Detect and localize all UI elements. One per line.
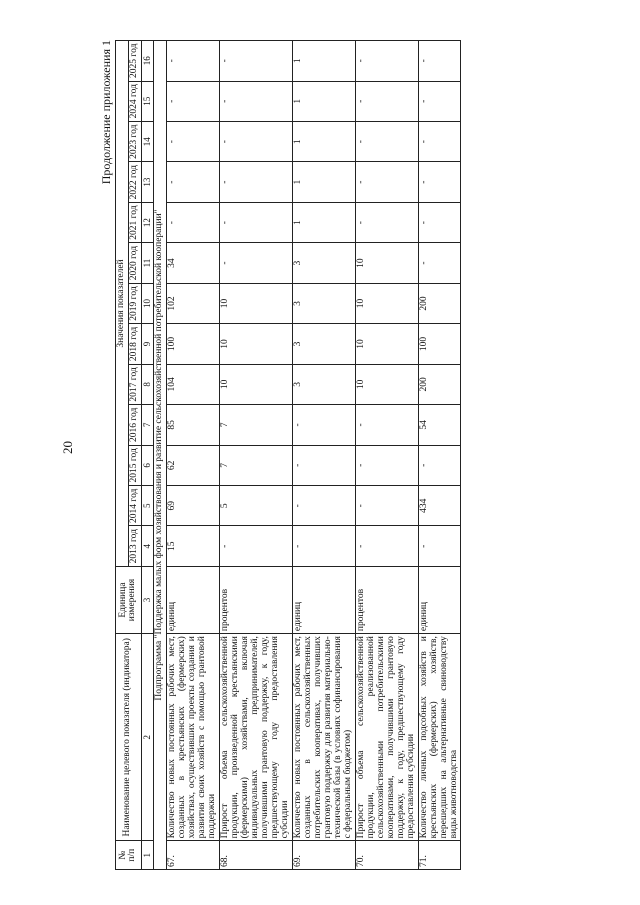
column-number: 4 xyxy=(141,526,153,566)
header-values-group: Значения показателей xyxy=(116,41,129,567)
indicator-name: Прирост объема сельскохозяйственной продукции, реализованной сельскохозяйственными потребительскими кооперативами, получившими грантовую поддержку, к году, предшествующему году предоставления субсидии xyxy=(355,634,418,841)
value-cell: - xyxy=(418,445,461,485)
value-cell: - xyxy=(167,81,220,121)
value-cell: 100 xyxy=(418,324,461,364)
column-number: 13 xyxy=(141,162,153,202)
value-cell: 1 xyxy=(292,81,355,121)
value-cell: - xyxy=(355,121,418,161)
table-row xyxy=(220,41,293,870)
value-cell: 104 xyxy=(167,364,220,404)
value-cell: - xyxy=(220,121,293,161)
header-year: 2020 год xyxy=(128,243,141,283)
value-cell: - xyxy=(167,41,220,82)
column-number: 8 xyxy=(141,364,153,404)
value-cell: - xyxy=(292,486,355,526)
column-number: 14 xyxy=(141,121,153,161)
column-number: 6 xyxy=(141,445,153,485)
value-cell: 10 xyxy=(220,364,293,404)
row-number: 70. xyxy=(355,841,418,870)
table-row xyxy=(355,41,418,870)
header-name: Наименование целевого показателя (индикатора) xyxy=(116,634,142,841)
row-number: 69. xyxy=(292,841,355,870)
value-cell: 10 xyxy=(355,283,418,323)
row-number: 67. xyxy=(167,841,220,870)
value-cell: 5 xyxy=(220,486,293,526)
value-cell: 1 xyxy=(292,121,355,161)
column-number: 11 xyxy=(141,243,153,283)
value-cell: 7 xyxy=(220,445,293,485)
value-cell: 85 xyxy=(167,405,220,445)
indicators-table xyxy=(115,40,461,870)
page-number: 20 xyxy=(60,441,75,454)
subprogram-title: Подпрограмма "Поддержка малых форм хозяйствования и развитие сельскохозяйственной потребительской кооперации" xyxy=(154,41,167,870)
indicator-name: Количество новых постоянных рабочих мест, созданных в сельскохозяйственных потребительских кооперативах, получивших грантовую поддержку для развития материально-технической базы (в условиях софинансирования с федеральным бюджетом) xyxy=(292,634,355,841)
header-year: 2016 год xyxy=(128,405,141,445)
column-number: 15 xyxy=(141,81,153,121)
value-cell: - xyxy=(167,162,220,202)
unit-cell: процентов xyxy=(355,566,418,633)
value-cell: 3 xyxy=(292,243,355,283)
value-cell: 10 xyxy=(220,283,293,323)
value-cell: - xyxy=(355,81,418,121)
value-cell: - xyxy=(355,41,418,82)
value-cell: 100 xyxy=(167,324,220,364)
value-cell: 62 xyxy=(167,445,220,485)
column-number: 10 xyxy=(141,283,153,323)
continuation-note: Продолжение приложения 1 xyxy=(99,40,113,185)
column-number: 7 xyxy=(141,405,153,445)
header-year: 2017 год xyxy=(128,364,141,404)
header-year: 2018 год xyxy=(128,324,141,364)
value-cell: 10 xyxy=(355,324,418,364)
table-row xyxy=(167,41,220,870)
value-cell: - xyxy=(418,121,461,161)
value-cell: - xyxy=(355,486,418,526)
unit-cell: единиц xyxy=(292,566,355,633)
value-cell: 1 xyxy=(292,202,355,242)
header-year: 2021 год xyxy=(128,202,141,242)
value-cell: 10 xyxy=(355,243,418,283)
row-number: 71. xyxy=(418,841,461,870)
header-year: 2025 год xyxy=(128,41,141,82)
value-cell: - xyxy=(418,41,461,82)
value-cell: - xyxy=(292,445,355,485)
value-cell: - xyxy=(355,405,418,445)
value-cell: - xyxy=(167,121,220,161)
header-year: 2019 год xyxy=(128,283,141,323)
row-number: 68. xyxy=(220,841,293,870)
value-cell: 34 xyxy=(167,243,220,283)
header-year: 2024 год xyxy=(128,81,141,121)
table-row xyxy=(292,41,355,870)
value-cell: 200 xyxy=(418,364,461,404)
value-cell: 10 xyxy=(355,364,418,404)
value-cell: 3 xyxy=(292,324,355,364)
value-cell: - xyxy=(220,243,293,283)
column-number: 3 xyxy=(141,566,153,633)
header-year: 2023 год xyxy=(128,121,141,161)
column-number: 12 xyxy=(141,202,153,242)
value-cell: - xyxy=(220,81,293,121)
header-num: № п/п xyxy=(116,841,142,870)
value-cell: 7 xyxy=(220,405,293,445)
column-number: 9 xyxy=(141,324,153,364)
value-cell: 15 xyxy=(167,526,220,566)
value-cell: - xyxy=(220,162,293,202)
column-number: 16 xyxy=(141,41,153,82)
indicator-name: Количество личных подсобных хозяйств и крестьянских (фермерских) хозяйств, перешедших на альтернативные свиноводству виды животноводства xyxy=(418,634,461,841)
value-cell: 1 xyxy=(292,162,355,202)
value-cell: - xyxy=(418,526,461,566)
value-cell: - xyxy=(167,202,220,242)
value-cell: 54 xyxy=(418,405,461,445)
header-year: 2014 год xyxy=(128,486,141,526)
column-number: 2 xyxy=(141,634,153,841)
header-year: 2022 год xyxy=(128,162,141,202)
value-cell: 434 xyxy=(418,486,461,526)
unit-cell: единиц xyxy=(418,566,461,633)
header-year: 2015 год xyxy=(128,445,141,485)
value-cell: 1 xyxy=(292,41,355,82)
value-cell: - xyxy=(220,526,293,566)
value-cell: - xyxy=(220,202,293,242)
value-cell: - xyxy=(292,526,355,566)
value-cell: - xyxy=(418,162,461,202)
value-cell: 200 xyxy=(418,283,461,323)
unit-cell: процентов xyxy=(220,566,293,633)
value-cell: - xyxy=(292,405,355,445)
value-cell: 3 xyxy=(292,364,355,404)
indicator-name: Количество новых постоянных рабочих мест, созданных в крестьянских (фермерских) хозяйствах, осуществивших проекты создания и развития своих хозяйств с помощью грантовой поддержки xyxy=(167,634,220,841)
header-year: 2013 год xyxy=(128,526,141,566)
value-cell: - xyxy=(418,243,461,283)
value-cell: 69 xyxy=(167,486,220,526)
value-cell: - xyxy=(220,41,293,82)
value-cell: - xyxy=(355,445,418,485)
value-cell: - xyxy=(418,202,461,242)
value-cell: - xyxy=(418,81,461,121)
column-number: 1 xyxy=(141,841,153,870)
rotated-page xyxy=(99,40,623,870)
column-number: 5 xyxy=(141,486,153,526)
value-cell: - xyxy=(355,526,418,566)
value-cell: - xyxy=(355,162,418,202)
indicator-name: Прирост объема сельскохозяйственной продукции, произведенной крестьянскими (фермерскими) хозяйствами, включая индивидуальных предпринимателей, получившими грантовую поддержку, к году, предшествующему году предоставления субсидии xyxy=(220,634,293,841)
header-unit: Единица измерения xyxy=(116,566,142,633)
table-row xyxy=(418,41,461,870)
value-cell: 3 xyxy=(292,283,355,323)
value-cell: 10 xyxy=(220,324,293,364)
value-cell: 102 xyxy=(167,283,220,323)
value-cell: - xyxy=(355,202,418,242)
unit-cell: единиц xyxy=(167,566,220,633)
